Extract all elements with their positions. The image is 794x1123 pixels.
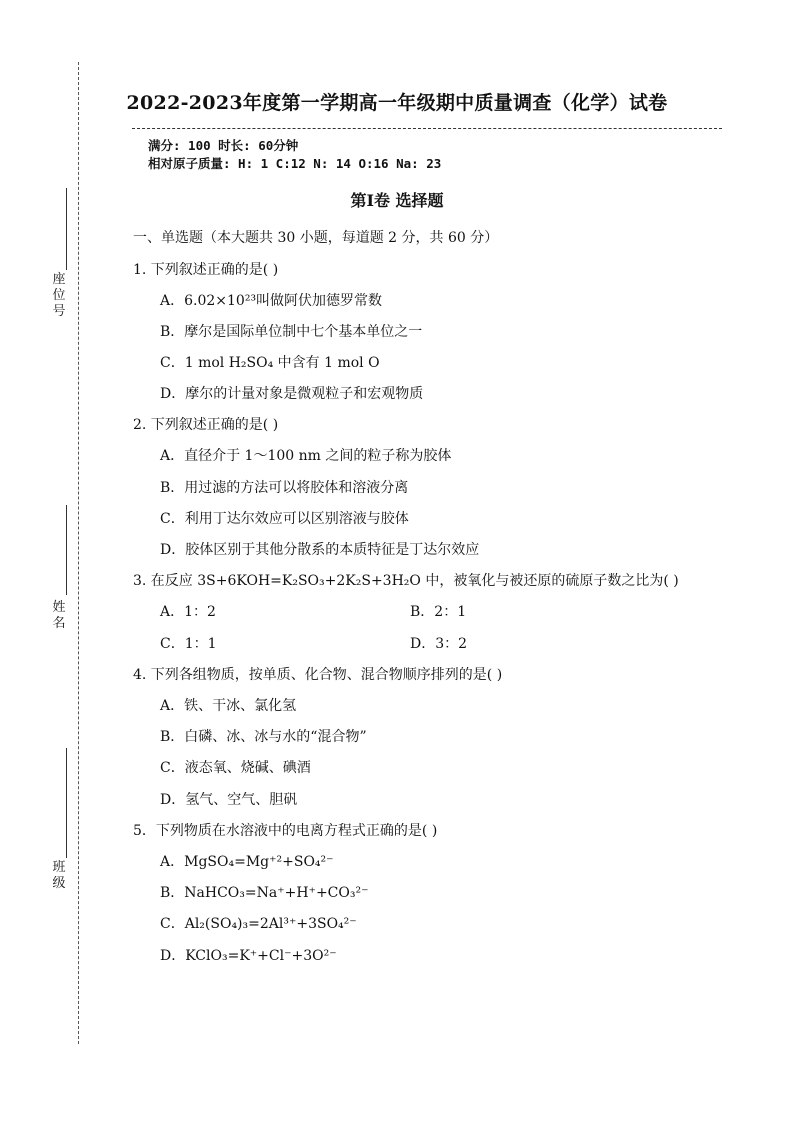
question-5-option-a: A．MgSO₄=Mg⁺²+SO₄²⁻ — [160, 854, 334, 870]
question-2-option-a: A．直径介于 1～100 nm 之间的粒子称为胶体 — [160, 448, 452, 464]
header-divider — [132, 128, 722, 129]
question-4-stem: 4. 下列各组物质，按单质、化合物、混合物顺序排列的是( ) — [133, 667, 503, 683]
class-line — [66, 748, 67, 858]
question-4-option-a: A．铁、干冰、氯化氢 — [160, 698, 297, 714]
name-label: 姓名 — [52, 600, 66, 631]
question-3-option-b: B．2：1 — [410, 604, 467, 620]
seat-number-label: 座位号 — [52, 272, 66, 319]
exam-title: 2022-2023年度第一学期高一年级期中质量调查（化学）试卷 — [126, 92, 668, 114]
question-2-option-c: C．利用丁达尔效应可以区别溶液与胶体 — [160, 511, 409, 527]
question-3-option-a: A．1：2 — [160, 604, 216, 620]
question-4-option-d: D．氢气、空气、胆矾 — [160, 792, 298, 808]
name-line — [66, 505, 67, 595]
question-2-option-b: B．用过滤的方法可以将胶体和溶液分离 — [160, 480, 409, 496]
question-5-option-b: B．NaHCO₃=Na⁺+H⁺+CO₃²⁻ — [160, 885, 369, 901]
question-2-option-d: D．胶体区别于其他分散系的本质特征是丁达尔效应 — [160, 542, 480, 558]
class-label: 班级 — [52, 860, 66, 891]
question-1-option-c: C．1 mol H₂SO₄ 中含有 1 mol O — [160, 355, 380, 371]
question-4-option-b: B．白磷、冰、冰与水的“混合物” — [160, 729, 367, 745]
section-instruction: 一、单选题（本大题共 30 小题，每道题 2 分，共 60 分） — [133, 230, 499, 246]
question-4-option-c: C．液态氧、烧碱、碘酒 — [160, 760, 311, 776]
question-3-option-d: D．3：2 — [410, 636, 468, 652]
question-5-option-d: D．KClO₃=K⁺+Cl⁻+3O²⁻ — [160, 948, 337, 964]
atomic-masses: 相对原子质量: H: 1 C:12 N: 14 O:16 Na: 23 — [148, 156, 442, 171]
question-1-stem: 1. 下列叙述正确的是( ) — [133, 262, 279, 278]
question-1-option-b: B．摩尔是国际单位制中七个基本单位之一 — [160, 324, 423, 340]
question-3-stem: 3. 在反应 3S+6KOH=K₂SO₃+2K₂S+3H₂O 中，被氧化与被还原的硫原子数之比为( ) — [133, 573, 679, 589]
question-2-stem: 2. 下列叙述正确的是( ) — [133, 417, 279, 433]
question-1-option-d: D．摩尔的计量对象是微观粒子和宏观物质 — [160, 386, 424, 402]
section-title: 第I卷 选择题 — [350, 191, 444, 210]
question-5-stem: 5．下列物质在水溶液中的电离方程式正确的是( ) — [133, 823, 438, 839]
question-5-option-c: C．Al₂(SO₄)₃=2Al³⁺+3SO₄²⁻ — [160, 916, 357, 932]
question-3-option-c: C．1：1 — [160, 636, 217, 652]
score-duration: 满分: 100 时长: 60分钟 — [148, 138, 299, 153]
question-1-option-a: A．6.02×10²³叫做阿伏加德罗常数 — [160, 293, 383, 309]
